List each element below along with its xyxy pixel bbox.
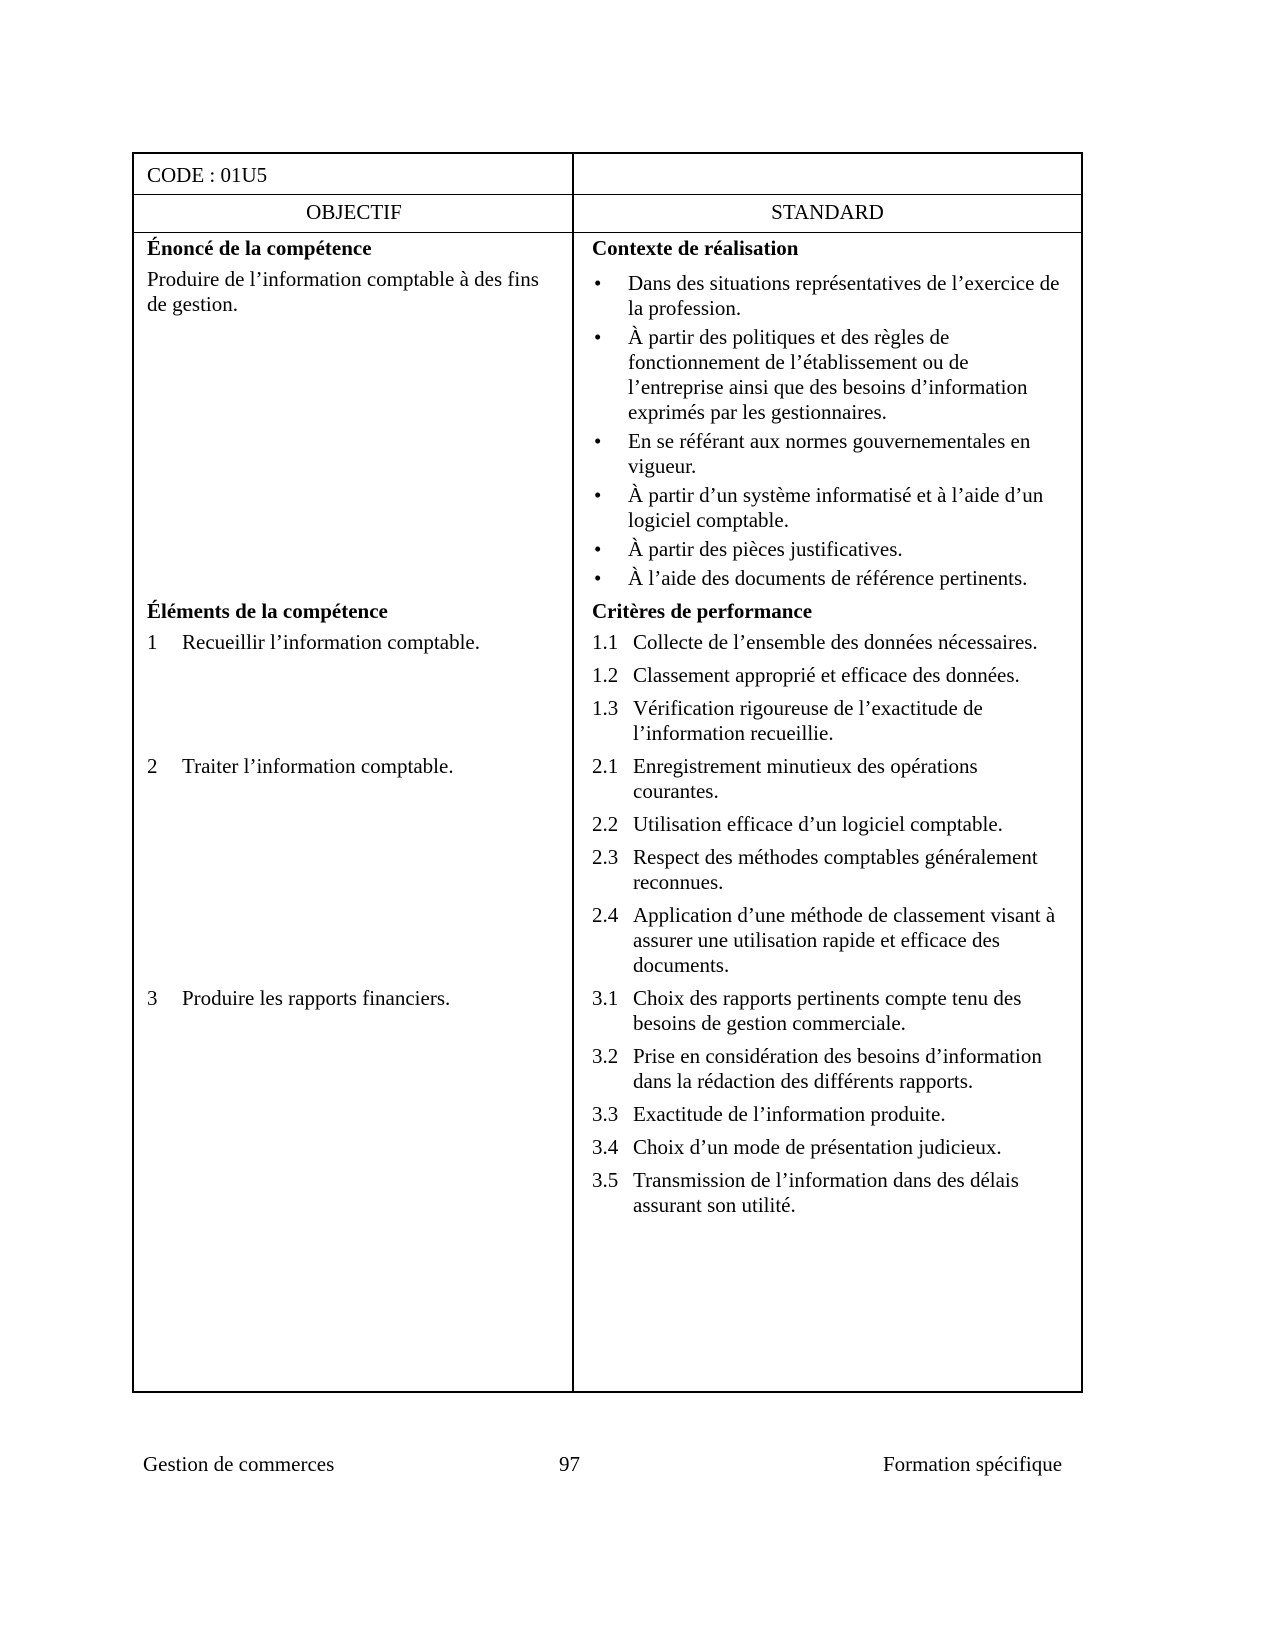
contexte-item: • Dans des situations représentatives de l’exercice de la profession.	[592, 271, 1061, 321]
criterion-text: Collecte de l’ensemble des données nécessaires.	[633, 630, 1038, 654]
criterion-number: 3.2	[592, 1044, 619, 1068]
element-text: Recueillir l’information comptable.	[182, 630, 480, 654]
contexte-item: • À partir d’un système informatisé et à l’aide d’un logiciel comptable.	[592, 483, 1061, 533]
criterion-number: 2.2	[592, 812, 619, 836]
enonce-cell	[134, 236, 574, 595]
criterion-item	[592, 754, 1061, 804]
criterion-item	[592, 1044, 1061, 1094]
row-divider	[134, 194, 1081, 195]
criterion-item	[592, 1135, 1061, 1160]
criterion-number: 1.1	[592, 630, 619, 654]
element-item	[147, 986, 558, 1011]
element-text: Traiter l’information comptable.	[182, 754, 454, 778]
criterion-number: 3.5	[592, 1168, 619, 1192]
criterion-number: 3.1	[592, 986, 619, 1010]
criterion-item	[592, 1102, 1061, 1127]
contexte-item: • À l’aide des documents de référence pertinents.	[592, 566, 1061, 591]
criterion-text: Vérification rigoureuse de l’exactitude de l’information recueillie.	[633, 696, 983, 745]
contexte-item: • En se référant aux normes gouvernementales en vigueur.	[592, 429, 1061, 479]
page-number: 97	[559, 1452, 580, 1476]
criterion-item	[592, 812, 1061, 837]
criterion-item	[592, 630, 1061, 655]
criterion-text: Prise en considération des besoins d’information dans la rédaction des différents rapports.	[633, 1044, 1042, 1093]
element-item	[147, 630, 558, 655]
criterion-item	[592, 986, 1061, 1036]
criterion-item	[592, 1168, 1061, 1218]
elements-title: Éléments de la compétence	[147, 599, 388, 623]
objectif-header: OBJECTIF	[306, 200, 402, 224]
contexte-list	[592, 271, 1061, 591]
element-number: 1	[147, 630, 158, 654]
enonce-text: Produire de l’information comptable à des fins de gestion.	[147, 267, 539, 316]
code-label: CODE : 01U5	[147, 163, 268, 187]
criteres-title: Critères de performance	[592, 599, 813, 623]
criteria-cell	[574, 754, 1081, 986]
footer-left: Gestion de commerces	[143, 1452, 335, 1476]
criteria-cell	[574, 630, 1081, 754]
criterion-text: Choix des rapports pertinents compte tenu des besoins de gestion commerciale.	[633, 986, 1022, 1035]
criterion-text: Transmission de l’information dans des délais assurant son utilité.	[633, 1168, 1019, 1217]
criterion-text: Enregistrement minutieux des opérations courantes.	[633, 754, 978, 803]
criterion-text: Exactitude de l’information produite.	[633, 1102, 946, 1126]
footer-right: Formation spécifique	[883, 1452, 1063, 1476]
criterion-item	[592, 663, 1061, 688]
criterion-item	[592, 903, 1061, 978]
contexte-title: Contexte de réalisation	[592, 236, 799, 260]
element-number: 2	[147, 754, 158, 778]
criterion-number: 2.4	[592, 903, 619, 927]
element-text: Produire les rapports financiers.	[182, 986, 451, 1010]
criterion-text: Respect des méthodes comptables généralement reconnues.	[633, 845, 1038, 894]
standard-header: STANDARD	[771, 200, 884, 224]
contexte-cell	[574, 236, 1081, 595]
element-item	[147, 754, 558, 779]
criterion-text: Utilisation efficace d’un logiciel comptable.	[633, 812, 1003, 836]
enonce-title: Énoncé de la compétence	[147, 236, 372, 260]
criterion-number: 1.3	[592, 696, 619, 720]
criterion-number: 3.3	[592, 1102, 619, 1126]
competency-table	[132, 152, 1083, 1393]
criteres-title-cell	[574, 595, 1081, 630]
criterion-number: 3.4	[592, 1135, 619, 1159]
criterion-item	[592, 845, 1061, 895]
criterion-number: 2.3	[592, 845, 619, 869]
element-cell	[134, 986, 574, 1226]
element-cell	[134, 754, 574, 986]
row-divider	[134, 232, 1081, 233]
element-cell	[134, 630, 574, 754]
criterion-text: Choix d’un mode de présentation judicieux.	[633, 1135, 1002, 1159]
criteria-cell	[574, 986, 1081, 1226]
criterion-text: Application d’une méthode de classement visant à assurer une utilisation rapide et efficace des documents.	[633, 903, 1056, 977]
criterion-number: 1.2	[592, 663, 619, 687]
contexte-item: • À partir des pièces justificatives.	[592, 537, 1061, 562]
element-number: 3	[147, 986, 158, 1010]
table-body	[134, 236, 1081, 1226]
elements-title-cell	[134, 595, 574, 630]
criterion-number: 2.1	[592, 754, 619, 778]
criterion-text: Classement approprié et efficace des données.	[633, 663, 1020, 687]
contexte-item: • À partir des politiques et des règles de fonctionnement de l’établissement ou de l’entreprise ainsi que des besoins d’information exprimés par les gestionnaires.	[592, 325, 1061, 425]
criterion-item	[592, 696, 1061, 746]
